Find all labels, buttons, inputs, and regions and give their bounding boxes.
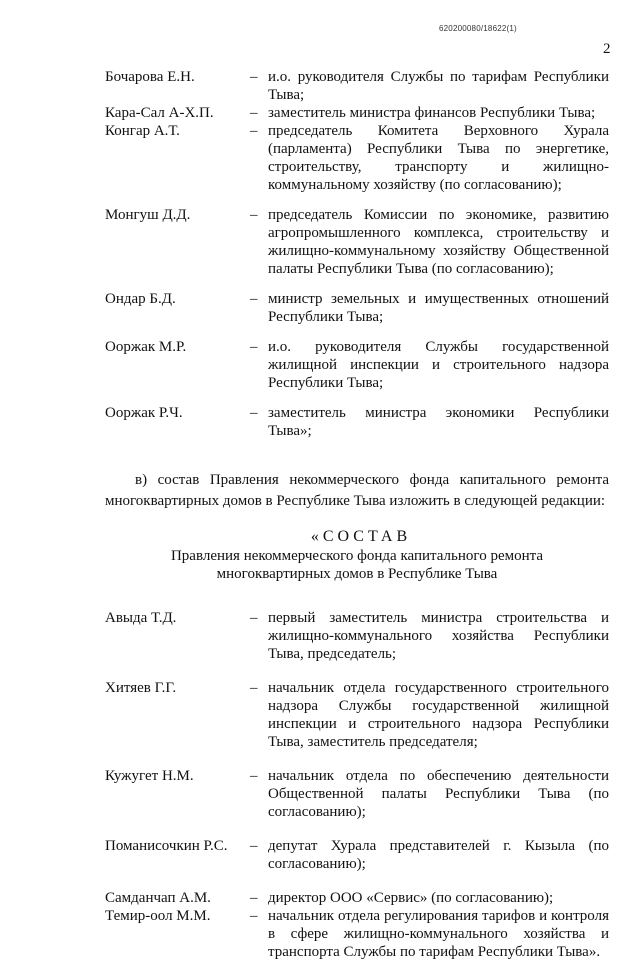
heading-title: «СОСТАВ [310,528,412,545]
member-role: председатель Комиссии по экономике, развитию агропромышленного комплекса, строительству и жилищно-коммунальному хозяйству Общественной палаты Республики Тыва (по согласованию); [268,207,609,277]
member-role: начальник отдела государственного строительного надзора Службы государственной жилищной инспекции и строительного надзора Республики Тыва, заместитель председателя; [268,680,609,750]
member-dash: – [250,123,258,139]
list-item [105,889,609,907]
member-name: Ооржак М.Р. [105,339,187,355]
member-dash: – [250,680,258,696]
list-item [105,68,609,104]
member-role: заместитель министра финансов Республики Тыва; [268,105,596,121]
member-name: Кара-Сал А-Х.П. [105,105,214,121]
list-item [105,767,609,821]
member-role: и.о. руководителя Службы по тарифам Республики Тыва; [268,69,609,103]
member-list-board [105,609,609,961]
document-body [105,68,609,961]
member-dash: – [250,838,258,854]
list-item [105,837,609,873]
member-dash: – [250,207,258,223]
member-role: первый заместитель министра строительства и жилищно-коммунального хозяйства Республики Тыва, председатель; [268,610,609,662]
member-role: начальник отдела регулирования тарифов и контроля в сфере жилищно-коммунального хозяйства и транспорта Службы по тарифам Республики Тыва». [268,908,609,960]
heading-subtitle-line-2: многоквартирных домов в Республике Тыва [216,566,498,582]
member-role: министр земельных и имущественных отношений Республики Тыва; [268,291,609,325]
member-role: директор ООО «Сервис» (по согласованию); [268,890,554,906]
member-dash: – [250,291,258,307]
member-name: Авыда Т.Д. [105,610,177,626]
heading-subtitle-line-1: Правления некоммерческого фонда капитального ремонта [170,548,544,564]
member-role: и.о. руководителя Службы государственной жилищной инспекции и строительного надзора Республики Тыва; [268,339,609,391]
member-dash: – [250,405,258,421]
list-item [105,679,609,751]
member-dash: – [250,768,258,784]
list-item [105,338,609,392]
member-dash: – [250,69,258,85]
page-number: 2 [603,41,611,57]
member-name: Конгар А.Т. [105,123,180,139]
list-item [105,122,609,194]
member-role: председатель Комитета Верховного Хурала (парламента) Республики Тыва по энергетике, строительству, транспорту и жилищно-коммунальному хозяйству (по согласованию); [268,123,609,193]
list-item [105,206,609,278]
list-item [105,609,609,663]
member-name: Хитяев Г.Г. [105,680,177,696]
composition-heading [105,527,609,583]
member-dash: – [250,908,258,924]
list-item [105,104,609,122]
member-role: начальник отдела по обеспечению деятельности Общественной палаты Республики Тыва (по согласованию); [268,768,609,820]
amendment-paragraph: в) состав Правления некоммерческого фонда капитального ремонта многоквартирных домов в Республике Тыва изложить в следующей редакции: [105,472,609,509]
member-name: Ондар Б.Д. [105,291,176,307]
document-id: 620200080/18622(1) [439,24,517,33]
member-role: заместитель министра экономики Республики Тыва»; [268,405,609,439]
list-item [105,907,609,961]
member-name: Поманисочкин Р.С. [105,838,228,854]
list-item [105,290,609,326]
member-dash: – [250,339,258,355]
list-item [105,404,609,440]
member-role: депутат Хурала представителей г. Кызыла (по согласованию); [268,838,609,872]
member-dash: – [250,890,258,906]
member-name: Монгуш Д.Д. [105,207,191,223]
member-name: Бочарова Е.Н. [105,69,195,85]
member-name: Темир-оол М.М. [105,908,211,924]
member-name: Самданчап А.М. [105,890,211,906]
member-name: Кужугет Н.М. [105,768,194,784]
member-dash: – [250,105,258,121]
member-list-previous [105,68,609,440]
member-name: Ооржак Р.Ч. [105,405,183,421]
member-dash: – [250,610,258,626]
